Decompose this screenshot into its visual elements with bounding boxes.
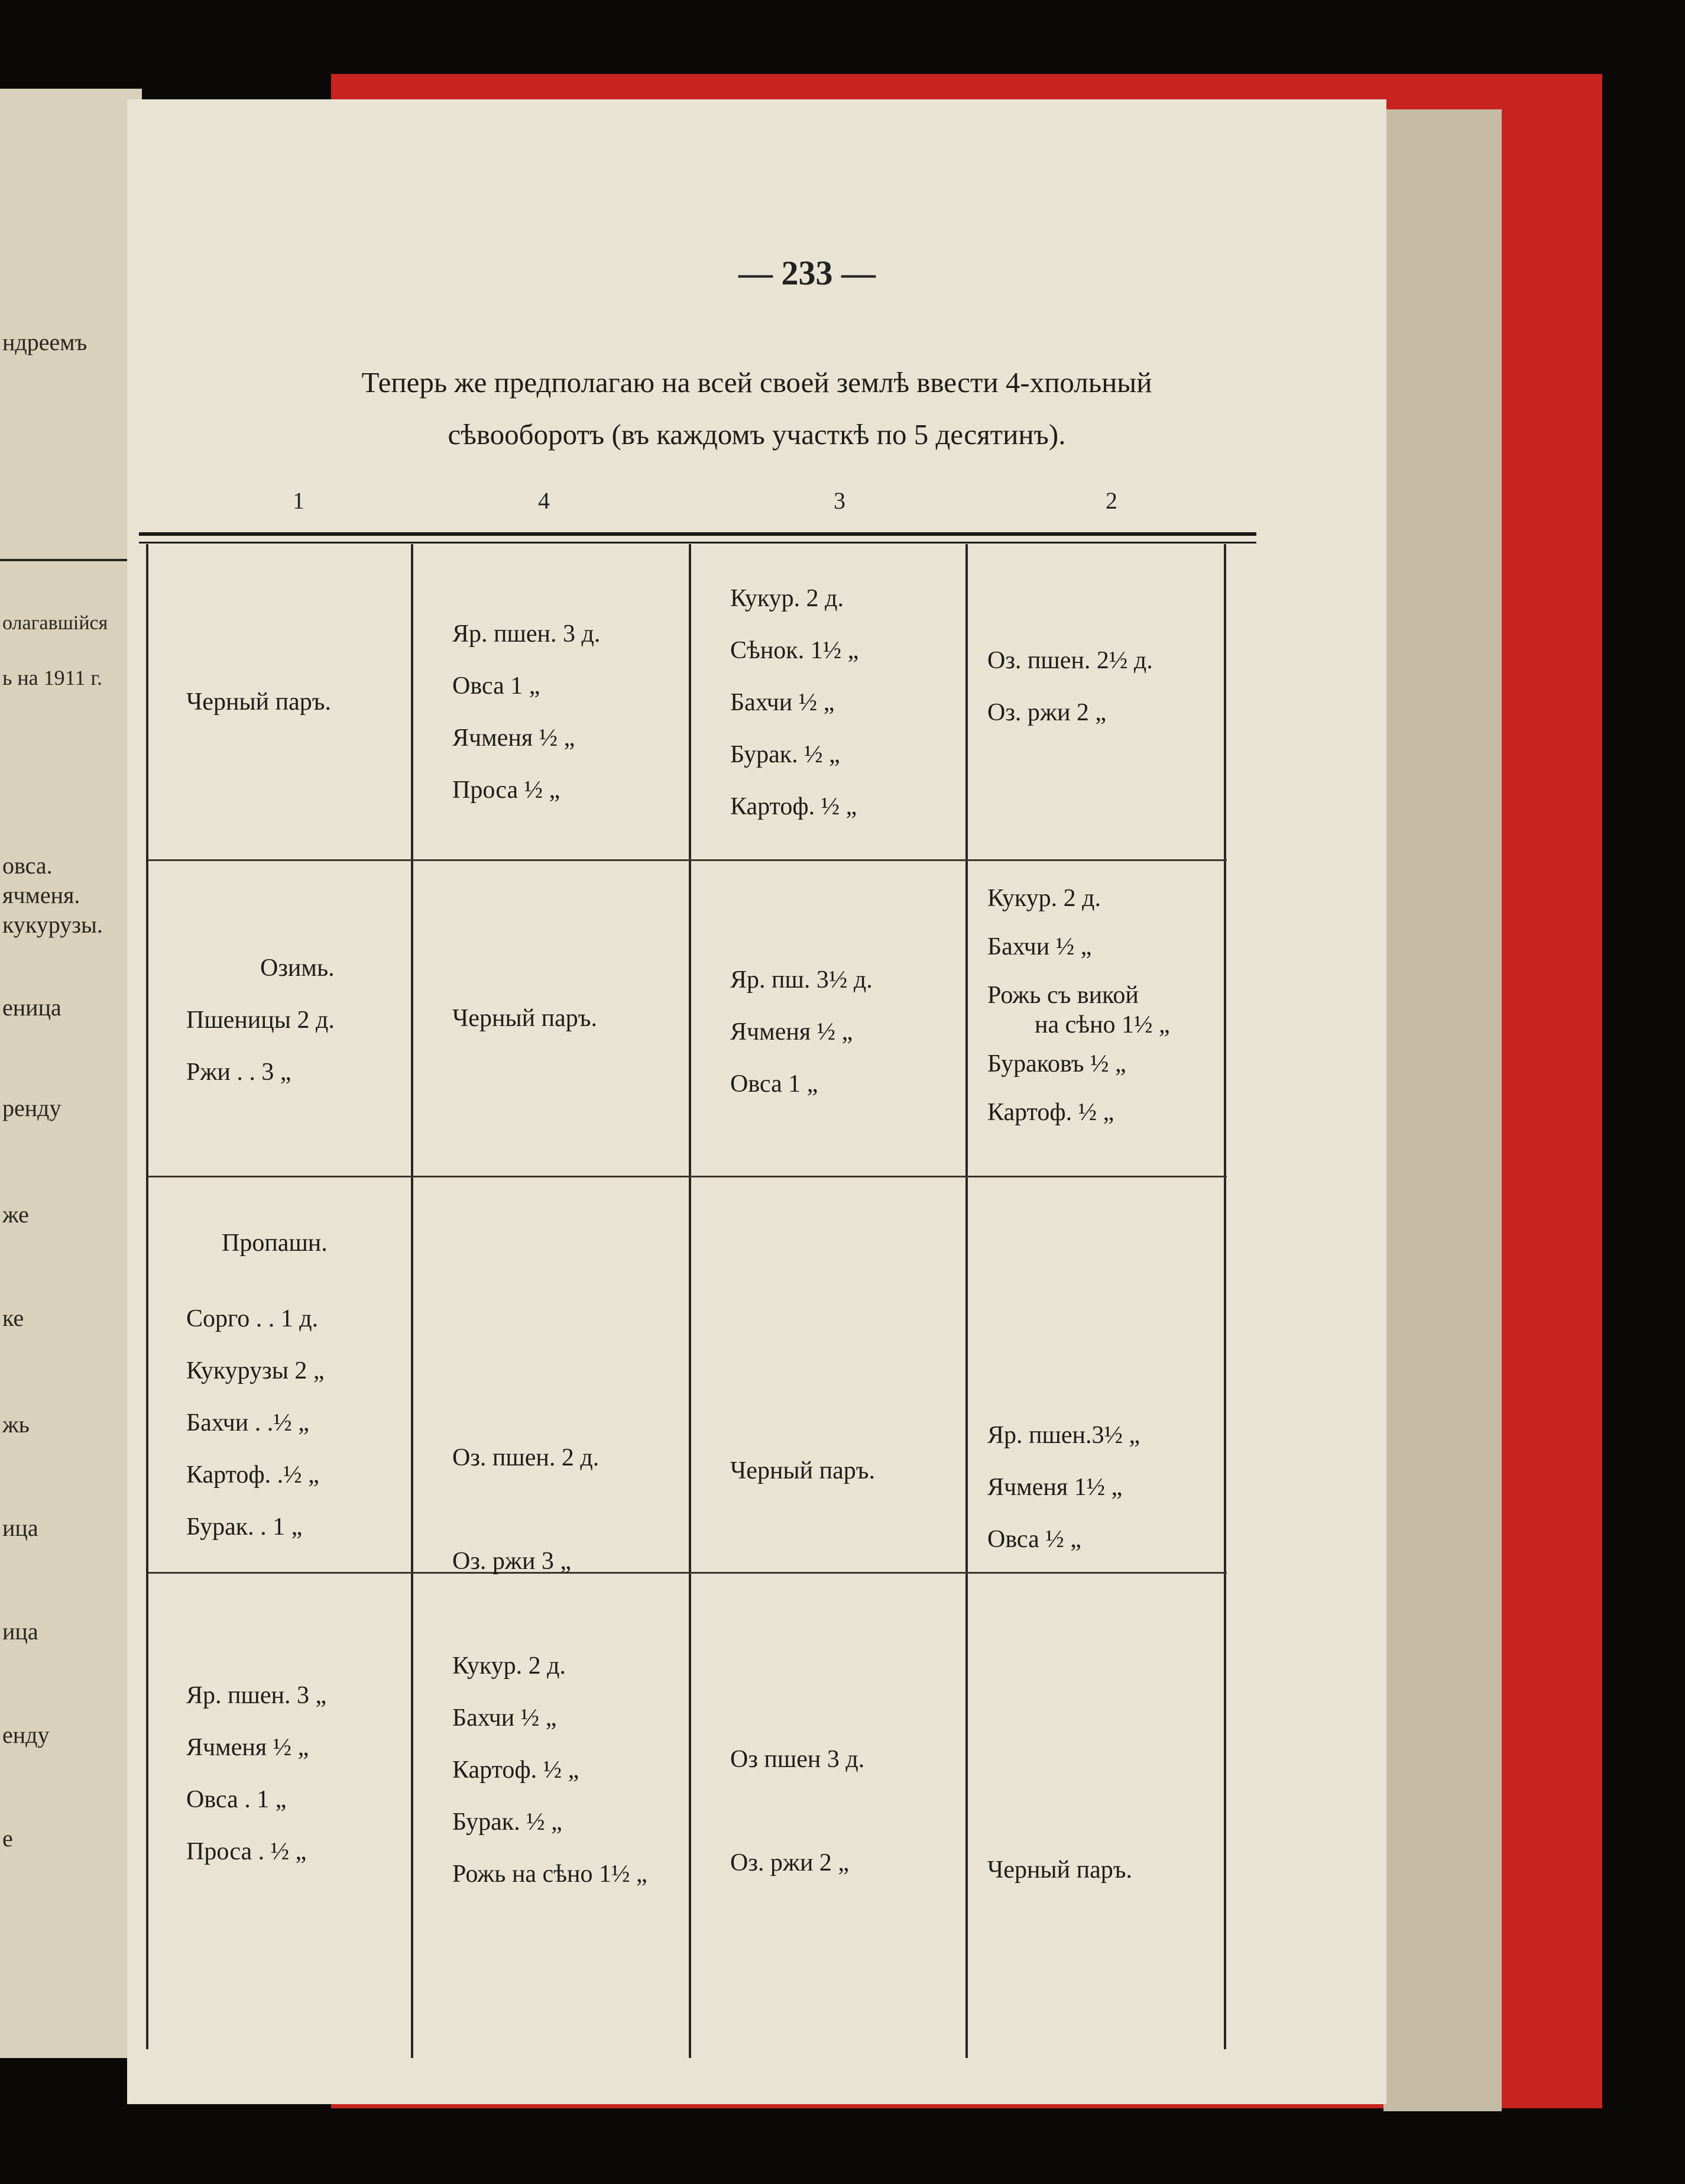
cell-line: Картоф. ½ „ (730, 793, 857, 820)
cell-line: Черный паръ. (186, 688, 331, 716)
cell-line: Кукур. 2 д. (452, 1652, 566, 1680)
cell-line: Картоф. .½ „ (186, 1461, 319, 1489)
table-cell (730, 572, 858, 833)
cell-line: Рожь на сѣно 1½ „ (452, 1861, 647, 1888)
cell-line: Озимь. (260, 955, 335, 982)
cell-line: Яр. пшен.3½ „ (987, 1422, 1140, 1449)
cell-line: Черный паръ. (730, 1457, 875, 1484)
table-cell (987, 635, 1153, 739)
table-cell (186, 1669, 326, 1878)
column-number: 4 (538, 487, 550, 514)
page-edges (1383, 109, 1502, 2111)
cell-line: Бурак. . 1 „ (186, 1513, 303, 1541)
table-cell (186, 676, 331, 728)
cell-line: Оз. ржи 2 „ (730, 1849, 850, 1876)
cell-line: Овса ½ „ (987, 1526, 1081, 1553)
table-cell (452, 992, 597, 1044)
cell-line: Бахчи ½ „ (452, 1704, 557, 1732)
cell-line: Ячменя ½ „ (730, 1018, 853, 1046)
row-divider (148, 1572, 1227, 1574)
cell-line: Ячменя ½ „ (452, 724, 575, 752)
column-number: 1 (293, 487, 304, 514)
cell-line: Бахчи . .½ „ (186, 1409, 309, 1436)
cell-line: Пшеницы 2 д. (186, 1007, 335, 1034)
cell-line: Оз пшен 3 д. (730, 1746, 865, 1773)
facing-fragment: ица (2, 1515, 38, 1541)
cell-line: Картоф. ½ „ (987, 1099, 1114, 1126)
facing-fragment: ндреемъ (2, 329, 88, 355)
table-cell (452, 1406, 599, 1613)
page-number: — 233 — (738, 254, 876, 292)
column-number: 3 (834, 487, 845, 514)
cell-line: Оз. ржи 3 „ (452, 1548, 572, 1575)
facing-fragment: ь на 1911 г. (2, 666, 103, 690)
facing-fragment: ица (2, 1618, 38, 1645)
table-cell (186, 1217, 328, 1553)
column-number: 2 (1106, 487, 1117, 514)
cell-line: Сѣнок. 1½ „ (730, 637, 859, 664)
facing-fragment: кукурузы. (2, 911, 103, 938)
cell-line: Кукурузы 2 „ (186, 1357, 325, 1384)
cell-line: Ячменя 1½ „ (987, 1474, 1123, 1501)
cell-line: Рожь съ викой (987, 982, 1139, 1009)
cell-line: Овса 1 „ (452, 672, 540, 700)
table-cell (452, 608, 600, 816)
table-cell (987, 1409, 1140, 1565)
table-border-left (146, 544, 148, 2049)
table-cell (452, 1640, 647, 1900)
cell-line: Картоф. ½ „ (452, 1756, 579, 1784)
facing-fragment: ячменя. (2, 882, 80, 908)
table-cell (730, 1708, 864, 1915)
table-cell (730, 1445, 875, 1497)
cell-line: Бурак. ½ „ (730, 741, 840, 768)
cell-line: Овса 1 „ (730, 1070, 818, 1098)
cell-line: на сѣно 1½ „ (1035, 1011, 1170, 1038)
cell-line: Оз. пшен. 2½ д. (987, 647, 1153, 674)
facing-fragment: овса. (2, 852, 53, 879)
table-top-rule (139, 532, 1256, 536)
cell-line: Проса . ½ „ (186, 1838, 307, 1865)
facing-fragment: е (2, 1825, 13, 1852)
cell-line: Ячменя ½ „ (186, 1734, 309, 1761)
table-cell (987, 1844, 1132, 1896)
cell-line: Ржи . . 3 „ (186, 1059, 291, 1086)
book-page (127, 99, 1386, 2104)
facing-fragment: олагавшійся (2, 612, 108, 634)
cell-line: Проса ½ „ (452, 776, 560, 804)
column-divider (689, 544, 691, 2058)
facing-fragment: жь (2, 1411, 30, 1438)
table-cell (186, 942, 335, 1098)
table-top-rule-thin (139, 542, 1256, 543)
cell-line: Яр. пшен. 3 „ (186, 1682, 327, 1709)
cell-line: Кукур. 2 д. (987, 885, 1101, 912)
row-divider (148, 859, 1227, 861)
cell-line: Яр. пш. 3½ д. (730, 966, 873, 994)
facing-rule (0, 559, 142, 561)
cell-line: Пропашн. (222, 1229, 328, 1257)
table-cell (987, 874, 1170, 1137)
cell-line: Кукур. 2 д. (730, 585, 844, 612)
cell-line: Бахчи ½ „ (730, 689, 835, 716)
intro-line-2: сѣвооборотъ (въ каждомъ участкѣ по 5 десятинъ). (448, 418, 1066, 451)
facing-page-fragment (0, 89, 142, 2058)
facing-fragment: енду (2, 1722, 50, 1748)
cell-line: Черный паръ. (452, 1005, 597, 1032)
cell-line: Черный паръ. (987, 1856, 1132, 1884)
intro-line-1: Теперь же предполагаю на всей своей землѣ ввести 4-хпольный (361, 366, 1152, 399)
cell-line: Овса . 1 „ (186, 1786, 287, 1813)
cell-line: Бахчи ½ „ (987, 933, 1092, 960)
cell-line: Оз. ржи 2 „ (987, 699, 1107, 726)
facing-fragment: ке (2, 1305, 24, 1331)
row-divider (148, 1176, 1227, 1177)
facing-fragment: же (2, 1201, 29, 1228)
cell-line: Бураковъ ½ „ (987, 1050, 1126, 1078)
column-divider (411, 544, 413, 2058)
cell-line: Оз. пшен. 2 д. (452, 1444, 600, 1471)
cell-line: Яр. пшен. 3 д. (452, 620, 601, 648)
table-border-right (1224, 544, 1226, 2049)
table-cell (730, 954, 873, 1110)
cell-line: Бурак. ½ „ (452, 1808, 562, 1836)
facing-fragment: ренду (2, 1095, 61, 1121)
cell-line: Сорго . . 1 д. (186, 1305, 319, 1332)
column-divider (965, 544, 968, 2058)
facing-fragment: еница (2, 994, 61, 1021)
